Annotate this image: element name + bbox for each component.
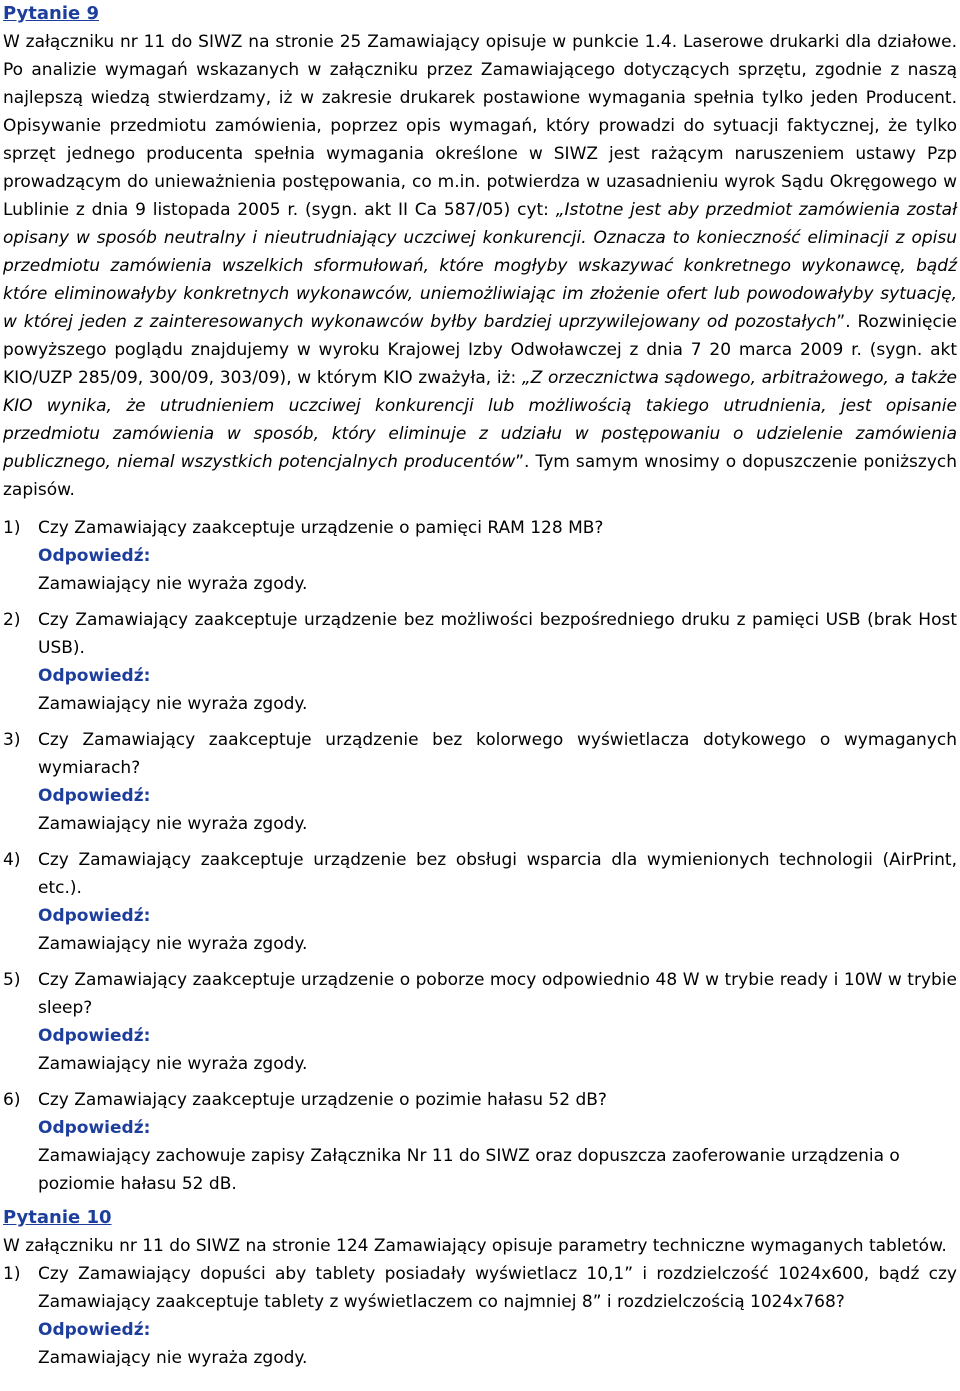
section-heading: Pytanie 10 — [3, 1207, 112, 1228]
item-number: 6) — [3, 1090, 21, 1110]
intro-text-closing: ”. Tym samym wnosimy o dopuszczenie poniższych zapisów. — [3, 452, 957, 500]
answer-text: Zamawiający nie wyraża zgody. — [38, 694, 308, 714]
item-question: Czy Zamawiający dopuści aby tablety posiadały wyświetlacz 10,1” i rozdzielczość 1024x600, bądź czy Zamawiający zaakceptuje tablety z wyświetlaczem co najmniej 8” i rozdzielczością 1024x768? — [38, 1264, 957, 1312]
question-item — [3, 1260, 957, 1372]
item-question: Czy Zamawiający zaakceptuje urządzenie bez możliwości bezpośredniego druku z pamięci USB (brak Host USB). — [38, 610, 957, 658]
answer-label: Odpowiedź: — [38, 906, 151, 926]
answer-label: Odpowiedź: — [38, 1118, 151, 1138]
question-section-10 — [3, 1204, 957, 1372]
answer-label: Odpowiedź: — [38, 666, 151, 686]
answer-label: Odpowiedź: — [38, 1320, 151, 1340]
question-item — [3, 514, 957, 598]
item-number: 4) — [3, 850, 21, 870]
item-question: Czy Zamawiający zaakceptuje urządzenie bez kolorwego wyświetlacza dotykowego o wymaganych wymiarach? — [38, 730, 957, 778]
answer-text: Zamawiający nie wyraża zgody. — [38, 1348, 308, 1368]
document-page — [3, 0, 957, 1372]
intro-text-continued: ”. Rozwinięcie powyższego poglądu znajdujemy w wyroku Krajowej Izby Odwoławczej z dnia 7 20 marca 2009 r. (sygn. akt KIO/UZP 285/09, 300/09, 303/09), w którym KIO zważyła, iż: — [3, 312, 957, 388]
answer-text: Zamawiający nie wyraża zgody. — [38, 814, 308, 834]
question-item — [3, 846, 957, 958]
kio-quote: „Z orzecznictwa sądowego, arbitrażowego, a także KIO wynika, że utrudnieniem uczciwej konkurencji lub możliwością takiego utrudnienia, jest opisanie przedmiotu zamówienia w sposób, który eliminuje z udziału w postępowaniu o udzielenie zamówienia publicznego, niemal wszystkich potencjalnych producentów — [3, 368, 957, 472]
answer-text: Zamawiający nie wyraża zgody. — [38, 1054, 308, 1074]
intro-paragraph: W załączniku nr 11 do SIWZ na stronie 124 Zamawiający opisuje parametry techniczne wymaganych tabletów. — [3, 1236, 947, 1256]
intro-paragraph — [3, 28, 957, 504]
question-item — [3, 726, 957, 838]
answer-label: Odpowiedź: — [38, 1026, 151, 1046]
answer-text: Zamawiający nie wyraża zgody. — [38, 934, 308, 954]
answer-label: Odpowiedź: — [38, 786, 151, 806]
answer-text: Zamawiający nie wyraża zgody. — [38, 574, 308, 594]
answer-text: Zamawiający zachowuje zapisy Załącznika Nr 11 do SIWZ oraz dopuszcza zaoferowanie urządzenia o poziomie hałasu 52 dB. — [38, 1146, 900, 1194]
intro-text: W załączniku nr 11 do SIWZ na stronie 25 Zamawiający opisuje w punkcie 1.4. Laserowe drukarki dla działowe. Po analizie wymagań wskazanych w załączniku przez Zamawiającego dotyczących sprzętu, zgodnie z naszą najlepszą wiedzą stwierdzamy, iż w zakresie drukarek postawione wymagania spełnia tylko jeden Producent. Opisywanie przedmiotu zamówienia, poprzez opis wymagań, który prowadzi do sytuacji faktycznej, że tylko sprzęt jednego producenta spełnia wymagania określone w SIWZ jest rażącym naruszeniem ustawy Pzp prowadzącym do unieważnienia postępowania, co m.in. potwierdza w uzasadnieniu wyrok Sądu Okręgowego w Lublinie z dnia 9 listopada 2005 r. (sygn. akt II Ca 587/05) cyt: — [3, 32, 957, 220]
answer-label: Odpowiedź: — [38, 546, 151, 566]
item-number: 5) — [3, 970, 21, 990]
item-question: Czy Zamawiający zaakceptuje urządzenie o pamięci RAM 128 MB? — [38, 518, 604, 538]
item-number: 3) — [3, 730, 21, 750]
item-question: Czy Zamawiający zaakceptuje urządzenie o poborze mocy odpowiednio 48 W w trybie ready i 10W w trybie sleep? — [38, 970, 957, 1018]
item-question: Czy Zamawiający zaakceptuje urządzenie bez obsługi wsparcia dla wymienionych technologii (AirPrint, etc.). — [38, 850, 957, 898]
question-item — [3, 606, 957, 718]
item-number: 2) — [3, 610, 21, 630]
item-number: 1) — [3, 518, 21, 538]
question-item — [3, 966, 957, 1078]
section-heading: Pytanie 9 — [3, 3, 99, 24]
question-section-9 — [3, 0, 957, 1198]
question-item — [3, 1086, 957, 1198]
item-question: Czy Zamawiający zaakceptuje urządzenie o pozimie hałasu 52 dB? — [38, 1090, 607, 1110]
court-quote: „Istotne jest aby przedmiot zamówienia został opisany w sposób neutralny i nieutrudniający uczciwej konkurencji. Oznacza to konieczność eliminacji z opisu przedmiotu zamówienia wszelkich sformułowań, które mogłyby wskazywać konkretnego wykonawcę, bądź które eliminowałyby konkretnych wykonawców, uniemożliwiając im złożenie ofert lub powodowałyby sytuację, w której jeden z zainteresowanych wykonawców byłby bardziej uprzywilejowany od pozostałych — [3, 200, 957, 332]
item-number: 1) — [3, 1264, 21, 1284]
